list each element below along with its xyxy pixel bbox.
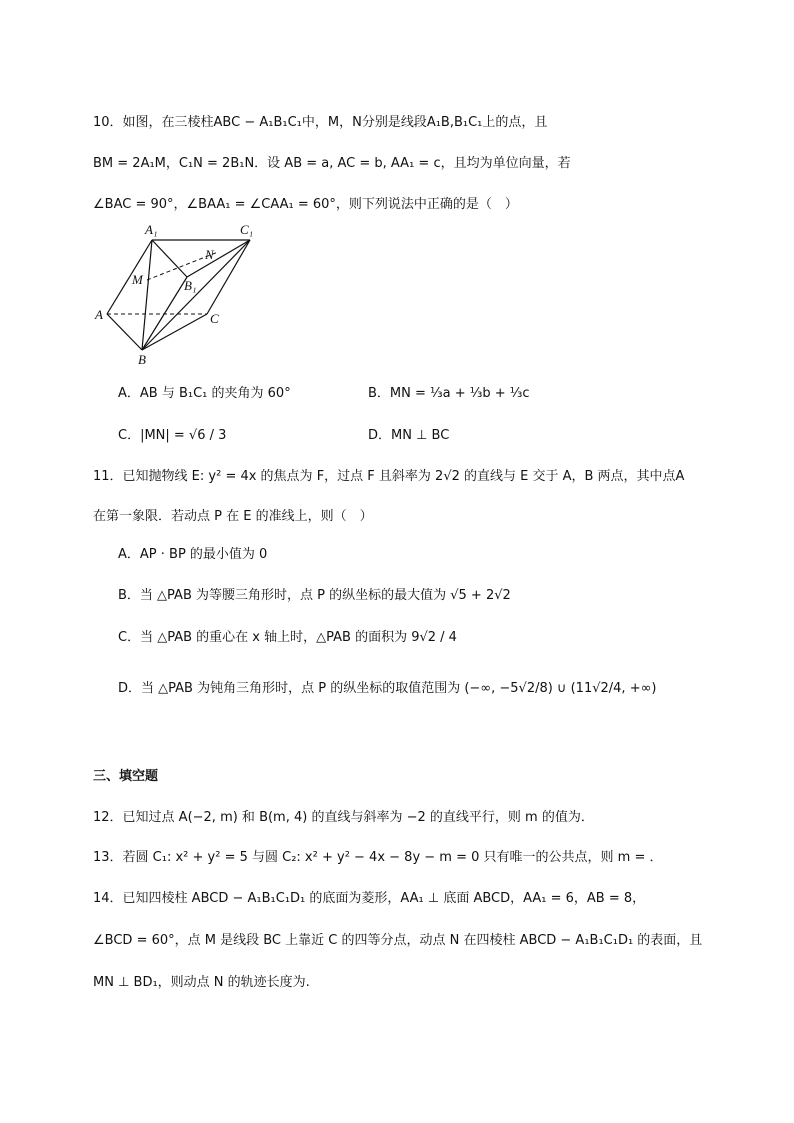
label-M: M [132,272,143,287]
q11-stem-line2: 在第一象限．若动点 P 在 E 的准线上，则（ ） [93,509,373,524]
q10-stem-line2: BM = 2A₁M，C₁N = 2B₁N．设 AB = a, AC = b, AA₁ = c，且均为单位向量，若 [93,156,571,171]
label-A: A [95,307,103,322]
q14-line1: 14．已知四棱柱 ABCD − A₁B₁C₁D₁ 的底面为菱形，AA₁ ⊥ 底面 ABCD，AA₁ = 6，AB = 8， [93,891,646,906]
q13: 13．若圆 C₁: x² + y² = 5 与圆 C₂: x² + y² − 4x − 8y − m = 0 只有唯一的公共点，则 m = ． [93,850,663,865]
q10-stem-line1: 10．如图，在三棱柱ABC − A₁B₁C₁中，M，N分别是线段A₁B,B₁C₁上的点，且 [93,115,548,130]
q10-option-b: B．MN = ⅓a + ⅓b + ⅓c [368,386,530,401]
q11-stem-line1: 11．已知抛物线 E: y² = 4x 的焦点为 F，过点 F 且斜率为 2√2 的直线与 E 交于 A，B 两点，其中点A [93,469,685,484]
q12: 12．已知过点 A(−2, m) 和 B(m, 4) 的直线与斜率为 −2 的直线平行，则 m 的值为． [93,810,594,825]
q11-option-b: B．当 △PAB 为等腰三角形时，点 P 的纵坐标的最大值为 √5 + 2√2 [118,588,511,603]
section-title: 三、填空题 [93,769,159,784]
q14-line2: ∠BCD = 60°，点 M 是线段 BC 上靠近 C 的四等分点，动点 N 在四棱柱 ABCD − A₁B₁C₁D₁ 的表面，且 [93,933,703,948]
q10-option-a: A．AB 与 B₁C₁ 的夹角为 60° [118,386,291,401]
label-C: C [210,311,219,326]
prism-figure [92,222,272,370]
q11-option-c: C．当 △PAB 的重心在 x 轴上时，△PAB 的面积为 9√2 / 4 [118,630,457,645]
label-N: N [205,247,214,262]
q14-line3: MN ⊥ BD₁，则动点 N 的轨迹长度为. [93,975,310,990]
label-C1: C₁ [240,222,254,237]
q10-option-d: D．MN ⊥ BC [368,428,450,443]
label-B: B [138,352,146,367]
q10-stem-line3: ∠BAC = 90°，∠BAA₁ = ∠CAA₁ = 60°，则下列说法中正确的是（ ） [93,197,518,212]
q11-option-d: D．当 △PAB 为钝角三角形时，点 P 的纵坐标的取值范围为 (−∞, −5√2/8) ∪ (11√2/4, +∞) [118,681,657,696]
label-B1: B₁ [184,278,197,293]
q11-option-a: A．AP · BP 的最小值为 0 [118,547,268,562]
q10-option-c: C．|MN| = √6 / 3 [118,428,227,443]
label-A1: A₁ [145,222,158,237]
